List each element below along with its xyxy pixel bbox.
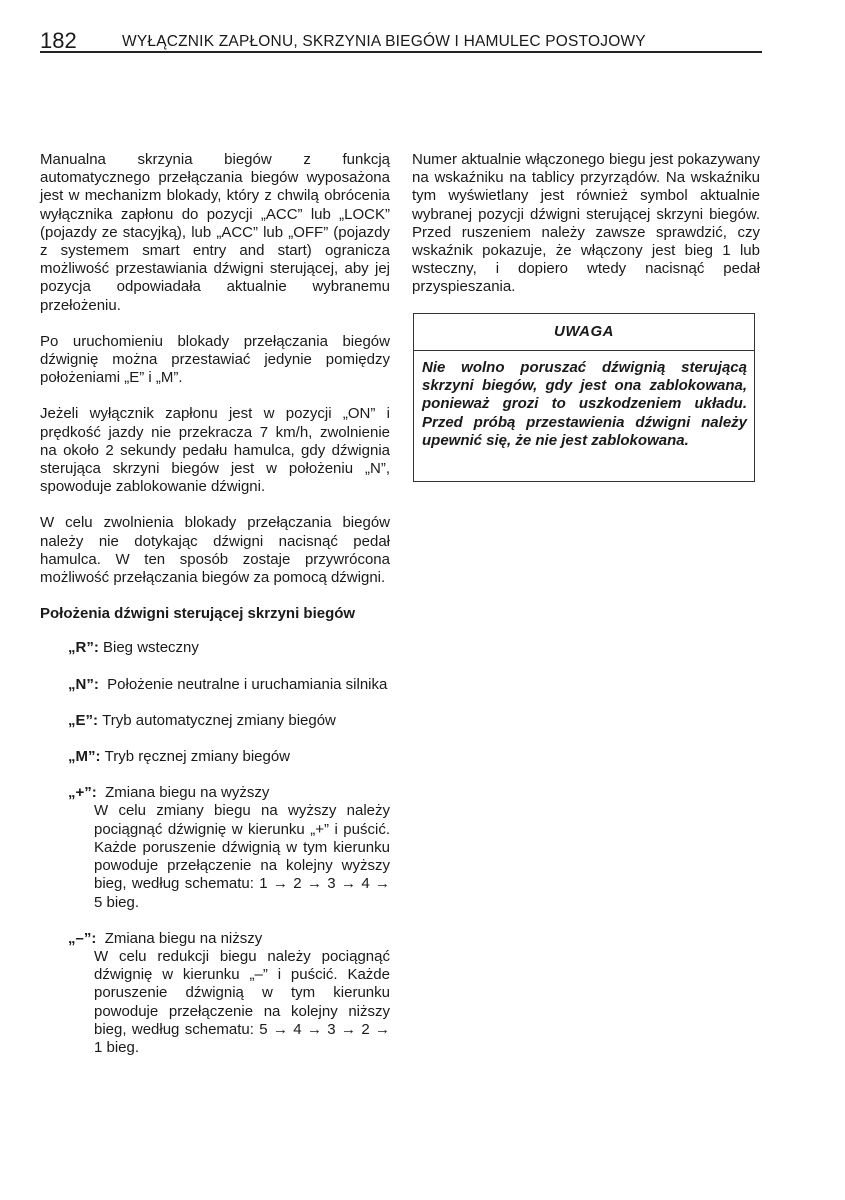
gear-position-key: „+”: (68, 784, 106, 802)
gear-position-item (68, 784, 390, 911)
gear-position-label: Tryb ręcznej zmiany biegów (104, 748, 291, 766)
gear-position-key: „E”: (68, 711, 103, 729)
body-paragraph: W celu zwolnienia blokady przełączania biegów należy nie dotykając dźwigni nacisnąć pedał hamulca. W ten sposób zostaje przywrócona możliwość przełączania biegów za pomocą dźwigni. (40, 514, 390, 587)
gear-position-label: Tryb automatycznej zmiany biegów (102, 711, 336, 729)
header-divider (40, 51, 762, 53)
gear-position-item (68, 930, 390, 1057)
gear-position-detail: W celu redukcji biegu należy pociągnąć dźwignię w kierunku „–” i puścić. Każde poruszenie dźwignią w tym kierunku powoduje przełączenie na kolejny niższy bieg, według schematu: 5 → 4 → 3 → 2 → 1 bieg. (94, 947, 390, 1056)
gear-position-key: „N”: (68, 675, 108, 693)
body-paragraph: Manualna skrzynia biegów z funkcją automatycznego przełączania biegów wyposażona jest w mechanizm blokady, który z chwilą obrócenia wyłącznika zapłonu do pozycji „ACC” lub „LOCK” (pojazdy ze stacyjką), lub „ACC” lub „OFF” (pojazdy z systemem smart entry and start) ogranicza możliwość przestawiania dźwigni sterującej, aby jej pozycja odpowiadała aktualnie wybranemu przełożeniu. (40, 151, 390, 314)
gear-position-label: Zmiana biegu na niższy (104, 929, 263, 947)
warning-title: UWAGA (414, 314, 754, 351)
running-title: WYŁĄCZNIK ZAPŁONU, SKRZYNIA BIEGÓW I HAMULEC POSTOJOWY (122, 33, 646, 50)
body-paragraph: Jeżeli wyłącznik zapłonu jest w pozycji „ON” i prędkość jazdy nie przekracza 7 km/h, zwolnienie na około 2 sekundy pedału hamulca, gdy dźwignia sterująca skrzyni biegów jest w położeniu „N”, spowoduje zablokowanie dźwigni. (40, 405, 390, 496)
gear-position-label: Bieg wsteczny (103, 639, 199, 657)
gear-position-item (68, 676, 390, 694)
left-column (40, 151, 390, 1075)
section-heading: Położenia dźwigni sterującej skrzyni biegów (40, 605, 356, 623)
page-number: 182 (40, 28, 77, 53)
gear-position-item (68, 712, 390, 730)
body-paragraph: Po uruchomieniu blokady przełączania biegów dźwignię można przestawiać jedynie pomiędzy położeniami „E” i „M”. (40, 332, 390, 387)
gear-position-key: „M”: (68, 748, 105, 766)
gear-position-label: Położenie neutralne i uruchamiania silnika (107, 675, 388, 693)
gear-position-item (68, 639, 390, 657)
gear-position-key: „–”: (68, 929, 105, 947)
right-column (412, 151, 760, 315)
warning-box (413, 313, 755, 482)
warning-text: Nie wolno poruszać dźwignią sterującą skrzyni biegów, gdy jest ona zablokowana, ponieważ grozi to uszkodzeniem układu. Przed próbą przestawienia dźwigni należy upewnić się, że nie jest zablokowana. (422, 359, 747, 449)
gear-position-key: „R”: (68, 639, 103, 657)
gear-position-label: Zmiana biegu na wyższy (105, 784, 270, 802)
gear-position-item (68, 748, 390, 766)
gear-position-detail: W celu zmiany biegu na wyższy należy pociągnąć dźwignię w kierunku „+” i puścić. Każde poruszenie dźwignią w tym kierunku powoduje przełączenie na kolejny wyższy bieg, według schematu: 1 → 2 → 3 → 4 → 5 bieg. (94, 802, 390, 911)
body-paragraph: Numer aktualnie włączonego biegu jest pokazywany na wskaźniku na tablicy przyrządów. Na wskaźniku tym wyświetlany jest również symbol aktualnie wybranej pozycji dźwigni sterującej skrzyni biegów. Przed ruszeniem należy zawsze sprawdzić, czy wskaźnik pokazuje, że włączony jest bieg 1 lub wsteczny, i dopiero wtedy nacisnąć pedał przyspieszania. (412, 151, 760, 296)
